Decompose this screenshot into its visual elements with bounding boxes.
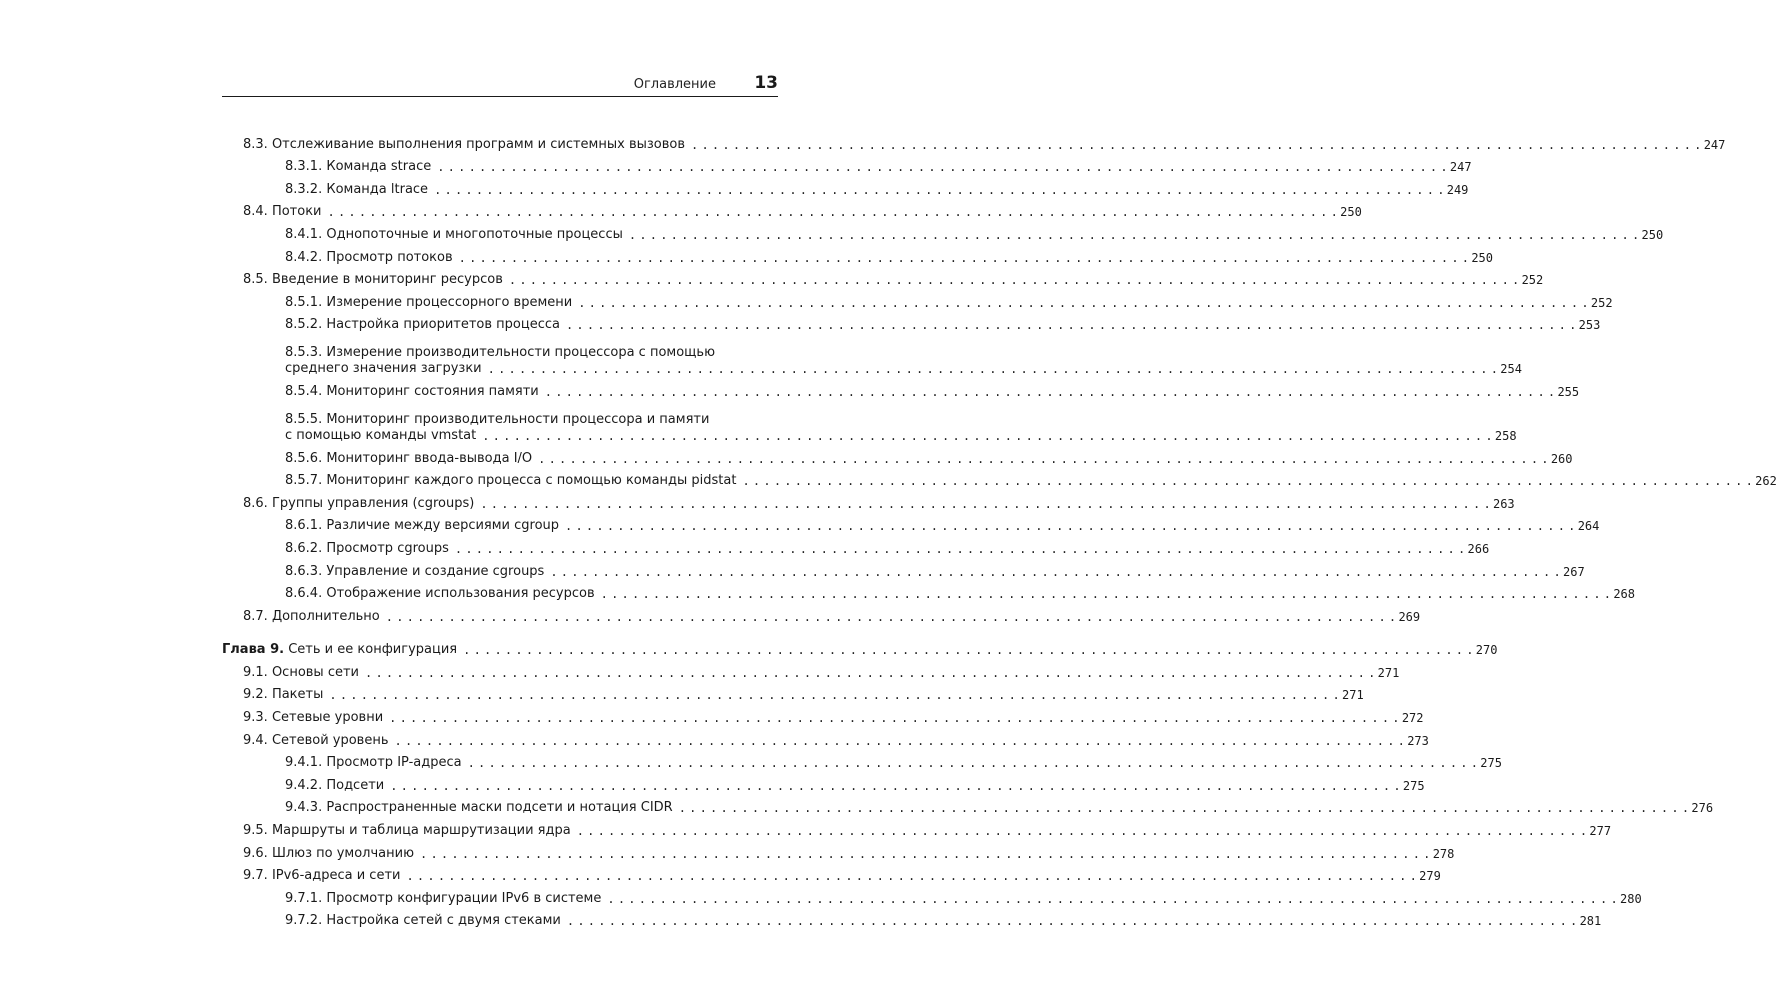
toc-page-number: 255 [1557,384,1580,399]
toc-entry [222,400,1517,444]
dot-leader [389,710,1399,726]
toc-entry-title: 8.5.4. Мониторинг состояния памяти [285,383,539,399]
dot-leader [482,428,1492,444]
toc-page-number: 268 [1613,587,1636,602]
toc-entry-title: 9.7.1. Просмотр конфигурации IPv6 в системе [285,890,602,906]
dot-leader [386,609,1396,625]
toc-entry [222,444,1573,467]
toc-page-number: 252 [1521,273,1544,288]
toc-entry-title-continued: среднего значения загрузки [285,361,482,377]
toc-entry-title: 9.4.3. Распространенные маски подсети и нотация CIDR [285,800,673,816]
toc-page-number: 250 [1340,205,1362,220]
toc-entry [222,534,1490,557]
dot-leader [468,755,1478,771]
toc-entry [222,333,1522,377]
toc-entry [222,220,1664,243]
toc-entry-title: 8.6.1. Различие между версиями cgroup [285,518,560,534]
toc-page-number: 270 [1475,643,1498,658]
toc-entry-title: 9.2. Пакеты [243,687,324,703]
header-title: Оглавление [633,77,716,92]
toc-chapter-entry [222,636,1498,659]
toc-page-number: 271 [1377,665,1400,680]
toc-entry [222,703,1424,726]
dot-leader [578,295,1588,311]
dot-leader [488,361,1498,377]
toc-entry-title-continued: с помощью команды vmstat [285,427,477,443]
toc-page-number: 273 [1407,733,1429,748]
toc-entry-title: 9.7. IPv6-адреса и сети [243,868,401,884]
toc-page-number: 252 [1590,295,1613,310]
toc-page-number: 264 [1577,519,1600,534]
toc-entry [222,839,1455,862]
toc-page-number: 267 [1563,564,1585,579]
toc-entry [222,749,1502,772]
header-page-number: 13 [754,73,778,93]
toc-entry-title: 8.6.3. Управление и создание cgroups [285,563,545,579]
toc-page-number: 249 [1446,182,1469,197]
toc-entry-title: 9.3. Сетевые уровни [243,710,384,726]
dot-leader [328,204,1338,220]
toc-entry-title: 9.7.2. Настройка сетей с двумя стеками [285,913,561,929]
dot-leader [538,451,1548,467]
dot-leader [566,317,1576,333]
dot-leader [365,665,1375,681]
dot-leader [509,272,1519,288]
dot-leader [601,586,1611,602]
toc-entry-title: 8.5.6. Мониторинг ввода-вывода I/O [285,450,533,466]
toc-page-number: 278 [1432,846,1455,861]
toc-entry [222,771,1425,794]
toc-entry-title: 9.5. Маршруты и таблица маршрутизации ядра [243,823,571,839]
toc-page-number: 276 [1691,801,1714,816]
dot-leader [437,159,1447,175]
toc-page-number: 254 [1500,362,1522,377]
toc-entry-title: 8.3.1. Команда strace [285,159,432,175]
toc-entry-title: 9.4. Сетевой уровень [243,732,389,748]
toc-page-number: 253 [1578,318,1601,333]
dot-leader [406,868,1416,884]
toc-entry [222,681,1364,704]
dot-leader [567,913,1577,929]
toc-entry-title: 8.3. Отслеживание выполнения программ и системных вызовов [243,136,686,152]
toc-entry [222,467,1777,490]
dot-leader [550,564,1560,580]
dot-leader [691,137,1701,153]
toc-entry [222,130,1726,153]
dot-leader [480,496,1490,512]
toc-page-number: 271 [1342,688,1364,703]
toc-entry [222,580,1636,603]
toc-entry-title: 9.4.2. Подсети [285,777,385,793]
toc-entry-title: 8.5. Введение в мониторинг ресурсов [243,272,503,288]
toc-entry [222,884,1642,907]
toc-entry-title: 9.1. Основы сети [243,664,359,680]
toc-page-number: 275 [1480,756,1502,771]
toc-page-number: 272 [1401,711,1424,726]
toc-entry [222,726,1429,749]
toc-entry [222,243,1493,266]
toc-page-number: 260 [1550,451,1573,466]
toc-entry-title: 8.3.2. Команда ltrace [285,181,429,197]
toc-entry [222,489,1515,512]
toc-page-number: 250 [1471,250,1493,265]
toc-entry-title: 8.4. Потоки [243,204,322,220]
toc-entry-title: 8.5.5. Мониторинг производительности процессора и памяти [285,411,710,427]
toc-entry-title: 9.6. Шлюз по умолчанию [243,845,415,861]
dot-leader [545,384,1555,400]
dot-leader [565,518,1575,534]
toc-page-number: 250 [1641,227,1664,242]
dot-leader [463,642,1473,658]
toc-entry [222,602,1421,625]
dot-leader [742,473,1752,489]
toc-entry [222,907,1602,930]
toc-page-number: 262 [1755,474,1777,489]
toc-page-number: 247 [1449,160,1472,175]
toc-entry [222,794,1714,817]
toc-page-number: 258 [1494,428,1517,443]
toc-entry-title: 8.6. Группы управления (cgroups) [243,495,475,511]
running-header [222,72,778,97]
dot-leader [679,800,1689,816]
toc-entry-title: 8.6.2. Просмотр cgroups [285,540,449,556]
toc-entry-title: 8.5.3. Измерение производительности процессора с помощью [285,345,716,361]
toc-page-number: 275 [1402,778,1425,793]
toc-entry [222,377,1580,400]
toc-entry [222,311,1601,334]
toc-page-number: 280 [1620,891,1642,906]
dot-leader [329,687,1339,703]
table-of-contents [222,130,1777,929]
dot-leader [434,182,1444,198]
toc-entry-title: 8.4.2. Просмотр потоков [285,249,453,265]
toc-page-number: 263 [1492,496,1515,511]
toc-page-number: 269 [1398,609,1421,624]
toc-page-number: 277 [1589,824,1612,839]
toc-entry-title: 8.5.7. Мониторинг каждого процесса с помощью команды pidstat [285,473,737,489]
toc-entry [222,658,1400,681]
dot-leader [390,778,1400,794]
toc-entry [222,862,1441,885]
toc-entry-title: 8.5.1. Измерение процессорного времени [285,294,573,310]
toc-entry-title: 8.4.1. Однопоточные и многопоточные процессы [285,226,623,242]
toc-page-number: 281 [1579,914,1602,929]
toc-entry [222,175,1469,198]
toc-entry [222,153,1472,176]
toc-entry [222,512,1600,535]
toc-entry [222,557,1585,580]
dot-leader [459,250,1469,266]
toc-entry [222,288,1613,311]
dot-leader [607,891,1617,907]
dot-leader [577,823,1587,839]
toc-entry [222,816,1612,839]
dot-leader [455,541,1465,557]
toc-entry-title: Сеть и ее конфигурация [288,642,458,658]
toc-entry-title: 9.4.1. Просмотр IP-адреса [285,755,462,771]
dot-leader [395,733,1405,749]
toc-entry [222,198,1362,221]
toc-entry [222,266,1544,289]
toc-entry-title: 8.5.2. Настройка приоритетов процесса [285,317,560,333]
chapter-label: Глава 9. [222,642,285,658]
toc-page-number: 279 [1419,869,1441,884]
dot-leader [629,227,1639,243]
toc-page-number: 266 [1467,541,1490,556]
dot-leader [420,846,1430,862]
toc-entry-title: 8.6.4. Отображение использования ресурсов [285,586,595,602]
toc-entry-title: 8.7. Дополнительно [243,608,380,624]
toc-page-number: 247 [1703,137,1726,152]
